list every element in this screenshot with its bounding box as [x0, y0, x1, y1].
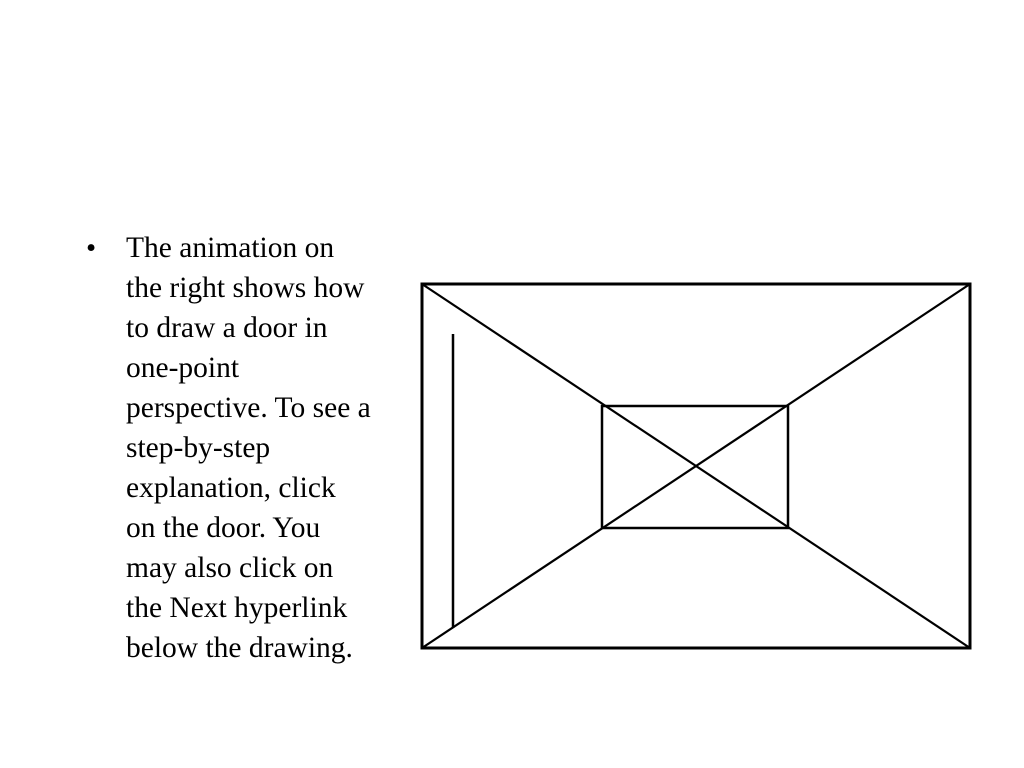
- bullet-text-line: to draw a door in: [126, 312, 328, 344]
- bullet-text-line: may also click on: [126, 552, 334, 584]
- bullet-text-line: The animation on: [126, 232, 335, 264]
- bullet-text-line: one-point: [126, 352, 240, 384]
- bullet-text-line: the right shows how: [126, 272, 365, 304]
- bullet-item: [82, 228, 382, 668]
- bullet-text-line: explanation, click: [126, 472, 336, 504]
- door-perspective-drawing[interactable]: [418, 280, 974, 652]
- bullet-text-line: on the door. You: [126, 512, 321, 544]
- bullet-text-line: step-by-step: [126, 432, 271, 464]
- perspective-svg: [418, 280, 974, 652]
- bullet-list: [82, 228, 382, 668]
- bullet-text-line: below the drawing.: [126, 632, 353, 664]
- bullet-text-line: perspective. To see a: [126, 392, 371, 424]
- bullet-text-line: the Next hyperlink: [126, 592, 348, 624]
- bullet-marker: •: [86, 232, 97, 264]
